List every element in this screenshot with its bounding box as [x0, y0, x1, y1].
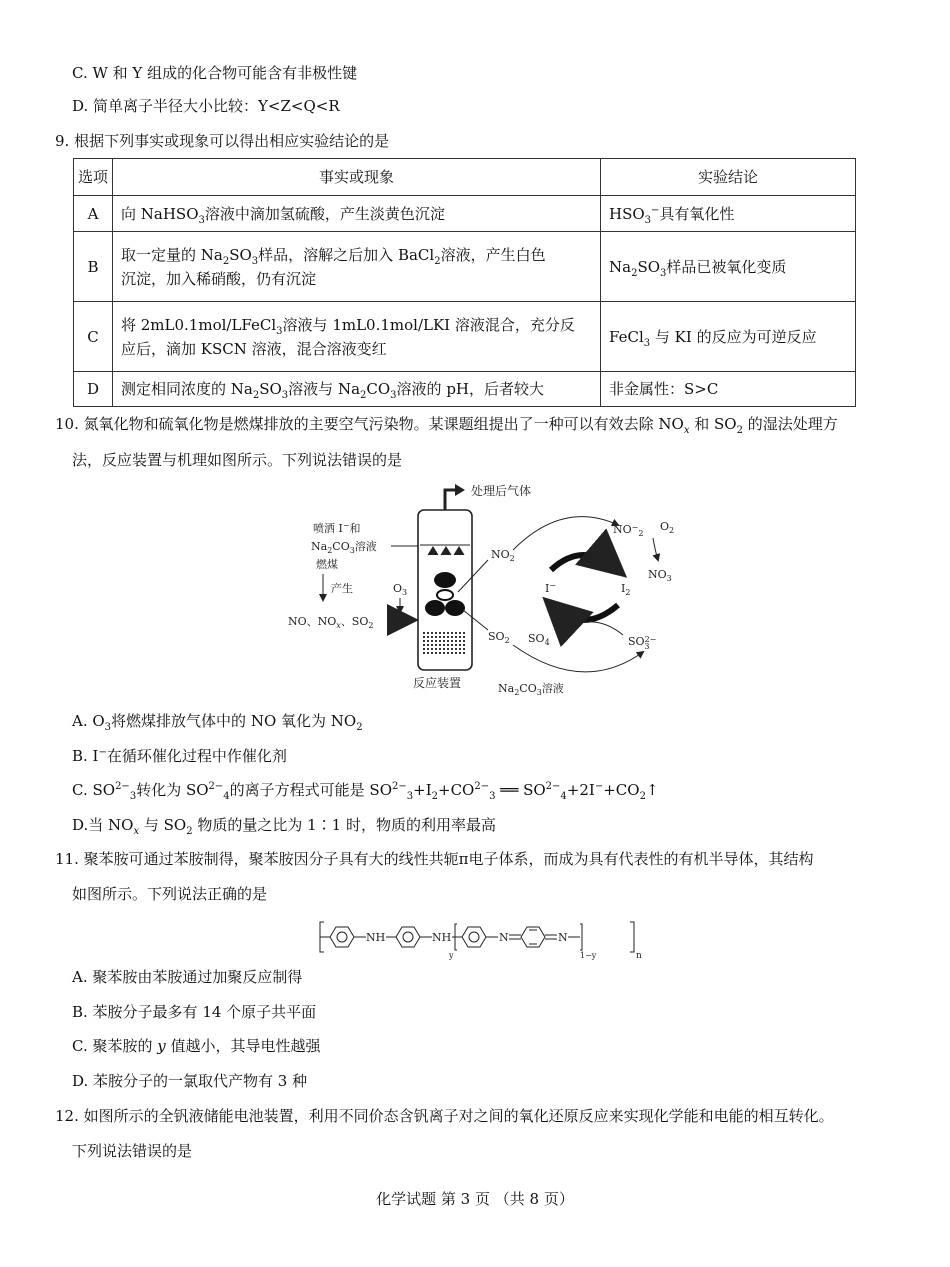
one-minus-y-subscript: 1−y	[580, 951, 597, 960]
q10-option-c: C. $SO^{2-}_3$转化为 $SO^{2-}_4$的离子方程式可能是 $SO^{2-}_3+I_2+CO^{2-}_3$ ══ $SO^{2-}_4+2I^-+CO_2↑$	[72, 781, 659, 802]
so3-label: $SO^{2-}$ 3	[628, 635, 657, 651]
row-conclusion: 非金属性：S>C	[601, 372, 856, 407]
q11-option-d: D. 苯胺分子的一氯取代产物有 3 种	[72, 1072, 308, 1090]
so4-label: $SO_4$	[528, 632, 550, 647]
row-conclusion: FeCl$_3$ 与 KI 的反应为可逆反应	[601, 302, 856, 372]
no3minus-label: $NO_3$	[648, 568, 672, 583]
table-row	[74, 196, 856, 232]
row-fact: 取一定量的 $Na_2SO_3$样品，溶解之后加入 BaCl$_2$溶液，产生白色 沉淀，加入稀硝酸，仍有沉淀	[113, 232, 601, 302]
nh-label-1: NH	[366, 931, 386, 944]
cycle-arrow-top	[551, 555, 618, 570]
table-header-row	[74, 159, 856, 196]
o2-label: $O_2$	[660, 520, 675, 535]
no2minus-label: $NO^-_2$	[613, 523, 644, 538]
page-footer: 化学试题 第 3 页 （共 8 页）	[376, 1190, 574, 1208]
spray-label-1: 喷洒 I−和	[313, 521, 361, 535]
header-option: 选项	[74, 159, 113, 196]
device-label: 反应装置	[413, 676, 462, 690]
q10-option-b: B. I−在循环催化过程中作催化剂	[72, 747, 287, 765]
so2-label: $SO_2$	[488, 630, 510, 645]
q8-option-c: C. W 和 Y 组成的化合物可能含有非极性键	[72, 64, 358, 82]
q8-option-d: D. 简单离子半径大小比较：Y<Z<Q<R	[72, 97, 340, 115]
q10-option-a: A. $O_3$将燃煤排放气体中的 NO 氧化为 $NO_2$	[72, 712, 363, 733]
table-row	[74, 372, 856, 407]
flue-gas-label: NO、$NO_x$、$SO_2$	[288, 615, 374, 630]
q12-stem-line1: 12. 如图所示的全钒液储能电池装置，利用不同价态含钒离子对之间的氧化还原反应来实现化学能和电能的相互转化。	[55, 1107, 834, 1125]
header-fact: 事实或现象	[113, 159, 601, 196]
table-row	[74, 302, 856, 372]
n-label-1: N	[499, 931, 509, 944]
produce-label: 产生	[331, 582, 353, 595]
q11-stem-line1: 11. 聚苯胺可通过苯胺制得，聚苯胺因分子具有大的线性共轭π电子体系，而成为具有代表性的有机半导体，其结构	[55, 850, 814, 868]
n-label-2: N	[558, 931, 568, 944]
benzene-ring-icon	[396, 927, 420, 947]
spray-nozzle-icon	[428, 547, 464, 555]
q12-stem-line2: 下列说法错误的是	[72, 1142, 193, 1160]
row-option: C	[74, 302, 113, 372]
q10-option-d: D.当 $NO_x$ 与 $SO_2$ 物质的量之比为 1∶1 时，物质的利用率最高	[72, 816, 496, 837]
q10-stem-line1: 10. 氮氧化物和硫氧化物是燃煤排放的主要空气污染物。某课题组提出了一种可以有效去除 $NO_x$ 和 $SO_2$ 的湿法处理方	[55, 415, 838, 436]
row-option: A	[74, 196, 113, 232]
benzene-ring-icon	[330, 927, 354, 947]
iodide-label: I−	[545, 581, 557, 595]
polyaniline-structure	[318, 914, 648, 960]
n-subscript: n	[636, 951, 642, 960]
no2-to-no2minus-arrow	[513, 517, 618, 550]
no2-label: $NO_2$	[491, 548, 515, 563]
row-conclusion: $Na_2SO_3$样品已被氧化变质	[601, 232, 856, 302]
q11-stem-line2: 如图所示。下列说法正确的是	[72, 885, 268, 903]
q11-option-b: B. 苯胺分子最多有 14 个原子共平面	[72, 1003, 317, 1021]
header-conclusion: 实验结论	[601, 159, 856, 196]
row-option: B	[74, 232, 113, 302]
y-subscript: y	[449, 951, 454, 960]
liquid-layer	[423, 630, 467, 656]
ozone-label: $O_3$	[393, 582, 408, 597]
q9-options-table	[73, 158, 856, 407]
spray-label-2: $Na_2CO_3$溶液	[311, 540, 377, 555]
row-conclusion: $HSO_3^-$具有氧化性	[601, 196, 856, 232]
quinoid-ring-icon	[521, 927, 545, 947]
q11-option-c: C. 聚苯胺的 y 值越小，其导电性越强	[72, 1037, 321, 1055]
cycle-arrow-bottom	[551, 605, 618, 620]
q11-option-a: A. 聚苯胺由苯胺通过加聚反应制得	[72, 968, 303, 986]
reaction-mechanism-diagram	[283, 480, 683, 700]
q10-stem-line2: 法，反应装置与机理如图所示。下列说法错误的是	[72, 451, 403, 469]
exhaust-arrow-icon	[445, 490, 455, 510]
particle-icon	[434, 572, 456, 588]
row-option: D	[74, 372, 113, 407]
row-fact: 向 NaHSO$_3$溶液中滴加氢硫酸，产生淡黄色沉淀	[113, 196, 601, 232]
row-fact: 将 2mL0.1mol/LFeCl$_3$溶液与 1mL0.1mol/LKI 溶液混合，充分反 应后，滴加 KSCN 溶液，混合溶液变红	[113, 302, 601, 372]
q9-stem: 9. 根据下列事实或现象可以得出相应实验结论的是	[55, 132, 390, 150]
iodine-label: $I_2$	[621, 582, 631, 597]
row-fact: 测定相同浓度的 $Na_2SO_3$溶液与 $Na_2CO_3$溶液的 pH，后者较大	[113, 372, 601, 407]
na2co3-label: $Na_2CO_3$溶液	[498, 682, 564, 697]
benzene-ring-icon	[462, 927, 486, 947]
coal-label: 燃煤	[316, 558, 338, 571]
nh-label-2: NH	[432, 931, 452, 944]
exhaust-label: 处理后气体	[471, 484, 532, 498]
table-row	[74, 232, 856, 302]
